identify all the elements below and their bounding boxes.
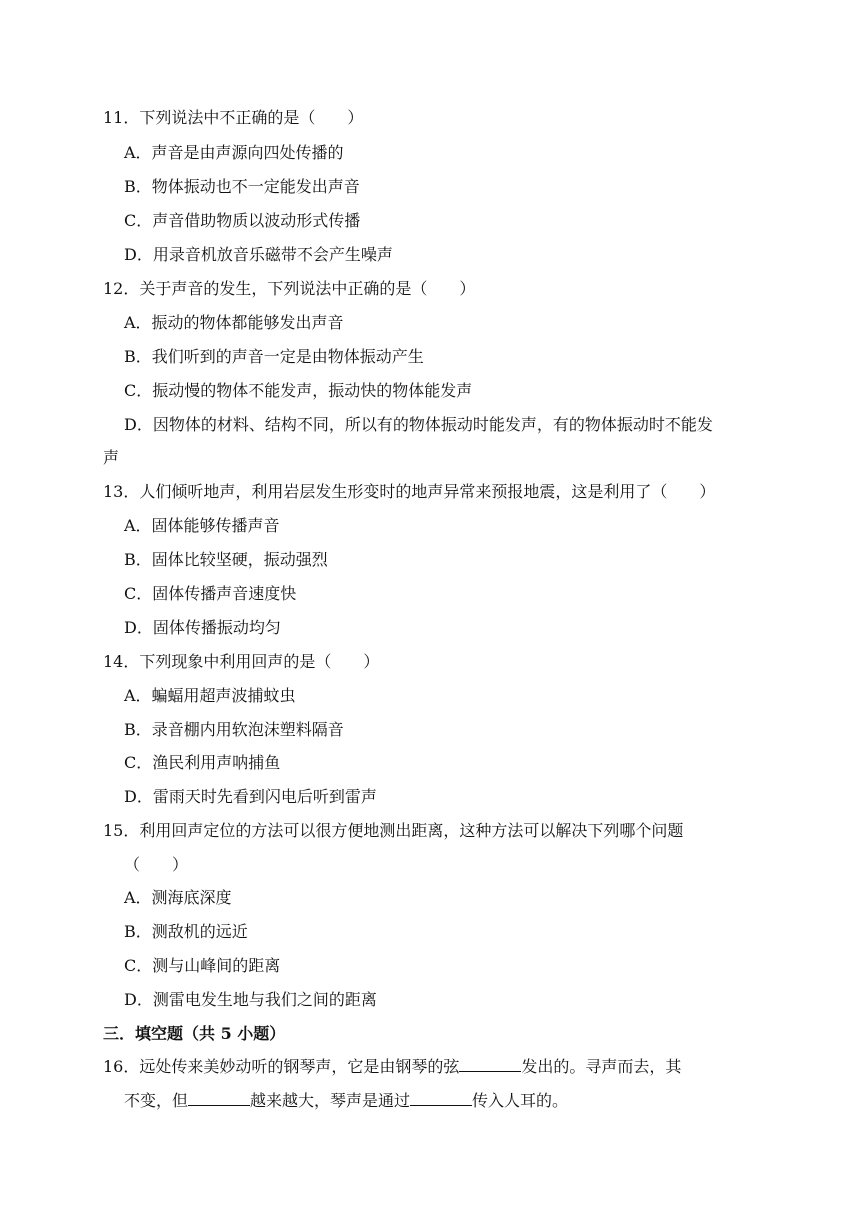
question-15-option-a: A．测海底深度	[124, 888, 232, 907]
question-12-option-c: C．振动慢的物体不能发声，振动快的物体能发声	[124, 381, 473, 400]
question-16-line-2	[124, 1091, 568, 1111]
question-12-option-a: A．振动的物体都能够发出声音	[124, 313, 344, 332]
question-11-option-b: B．物体振动也不一定能发出声音	[124, 177, 360, 196]
question-15-option-c: C．测与山峰间的距离	[124, 956, 281, 975]
question-16-text-2: 发出的。寻声而去，其	[521, 1057, 682, 1076]
question-13-option-c: C．固体传播声音速度快	[124, 584, 297, 603]
question-12-option-b: B．我们听到的声音一定是由物体振动产生	[124, 347, 424, 366]
question-12-option-d: D．因物体的材料、结构不同，所以有的物体振动时能发声，有的物体振动时不能发	[124, 415, 713, 434]
question-11-stem: 11．下列说法中不正确的是（ ）	[103, 108, 364, 127]
question-16-text-4: 越来越大，琴声是通过	[250, 1091, 411, 1110]
question-15-stem: 15．利用回声定位的方法可以很方便地测出距离，这种方法可以解决下列哪个问题	[103, 821, 684, 840]
question-16-text-3: 不变，但	[124, 1091, 189, 1110]
question-14-option-c: C．渔民利用声呐捕鱼	[124, 753, 281, 772]
question-15-option-d: D．测雷电发生地与我们之间的距离	[124, 990, 377, 1009]
question-14-option-b: B．录音棚内用软泡沫塑料隔音	[124, 720, 344, 739]
section-3-heading: 三．填空题（共 5 小题）	[103, 1024, 286, 1043]
question-13-option-d: D．固体传播振动均匀	[124, 618, 281, 637]
question-16-line-1	[103, 1057, 681, 1077]
answer-blank-1[interactable]	[459, 1057, 521, 1072]
question-11-option-a: A．声音是由声源向四处传播的	[124, 143, 344, 162]
question-16-text-5: 传入人耳的。	[472, 1091, 569, 1110]
question-15-stem-wrap: （ ）	[124, 855, 189, 874]
question-11-option-d: D．用录音机放音乐磁带不会产生噪声	[124, 245, 393, 264]
question-14-stem: 14．下列现象中利用回声的是（ ）	[103, 652, 380, 671]
question-13-stem: 13．人们倾听地声，利用岩层发生形变时的地声异常来预报地震，这是利用了（ ）	[103, 482, 716, 501]
answer-blank-2[interactable]	[188, 1091, 250, 1106]
question-14-option-a: A．蝙蝠用超声波捕蚊虫	[124, 686, 296, 705]
answer-blank-3[interactable]	[410, 1091, 472, 1106]
question-16-text-1: 16．远处传来美妙动听的钢琴声，它是由钢琴的弦	[103, 1057, 460, 1076]
question-12-stem: 12．关于声音的发生，下列说法中正确的是（ ）	[103, 279, 476, 298]
question-11-option-c: C．声音借助物质以波动形式传播	[124, 211, 361, 230]
question-13-option-b: B．固体比较坚硬，振动强烈	[124, 550, 328, 569]
question-12-option-d-wrap: 声	[103, 448, 120, 467]
question-14-option-d: D．雷雨天时先看到闪电后听到雷声	[124, 787, 377, 806]
question-15-option-b: B．测敌机的远近	[124, 922, 248, 941]
question-13-option-a: A．固体能够传播声音	[124, 516, 280, 535]
